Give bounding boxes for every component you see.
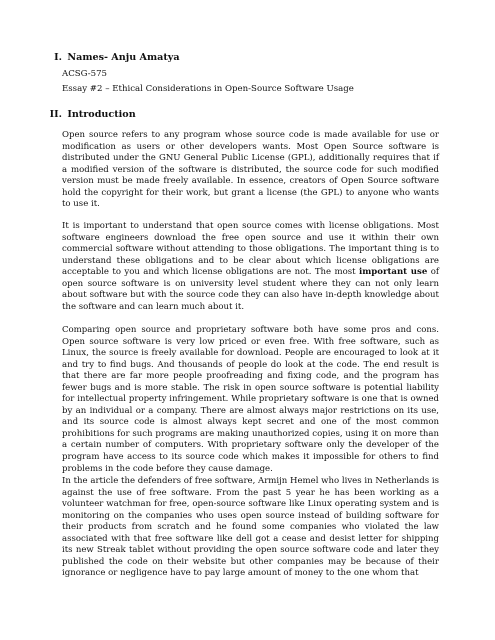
section-title: Introduction (67, 109, 136, 120)
paragraph-armijn-hemel: In the article the defenders of free software, Armijn Hemel who lives in Netherlands is against the use of free software. From the past 5 year he has been working as a volunteer watchman for free, open-source software like Linux operating system and is monitoring on the companies who uses open source instead of building software for their products from scratch and he found some companies who violated the law associated with that free software like dell got a cease and desist letter for shipping its new Streak tablet without providing the open source software code and later they published the code on their website but other companies may be because of their ignorance or negligence have to pay large amount of money to the one whom that (62, 476, 439, 579)
paragraph-text: of open source software is on university level student where they can not only learn about software but with the source code they can also have in-depth knowledge about the software and can learn much about it. (62, 267, 440, 312)
section-title: Names- Anju Amatya (67, 52, 180, 63)
paragraph-open-source-definition: Open source refers to any program whose source code is made available for use or modification as users or other developers wants. Most Open Source software is distributed under the GNU General Public License (GPL), additionally requires that if a modified version of the software is distributed, the source code for such modified version must be made freely available. In essence, creators of Open Source software hold the copyright for their work, but grant a license (the GPL) to anyone who wants to use it. (62, 130, 439, 210)
essay-title: Essay #2 – Ethical Considerations in Open-Source Software Usage (62, 84, 354, 94)
section-heading-names (34, 52, 180, 64)
section-heading-introduction (34, 109, 136, 121)
section-number: I. (54, 52, 62, 63)
course-code: ACSG-575 (62, 69, 107, 79)
emphasis-text: important use (359, 267, 428, 278)
paragraph-open-vs-proprietary: Comparing open source and proprietary software both have some pros and cons. Open source software is very low priced or even free. With free software, such as Linux, the source is freely available for download. People are encouraged to look at it and try to find bugs. And thousands of people do look at the code. The end result is that there are far more people proofreading and fixing code, and the program has fewer bugs and is more stable. The risk in open source software is potential liability for intellectual property infringement. While proprietary software is one that is owned by an individual or a company. There are almost always major restrictions on its use, and its source code is almost always kept secret and one of the most common prohibitions for such programs are making unauthorized copies, using it on more than a certain number of computers. With proprietary software only the developer of the program have access to its source code which makes it impossible for others to find problems in the code before they cause damage. (62, 325, 439, 474)
paragraph-license-obligations (62, 221, 439, 313)
paragraph-text: It is important to understand that open source comes with license obligations. Most software engineers download the free open source and use it within their own commercial software without attending to those obligations. The important thing is to understand these obligations and to be clear about which license obligations are acceptable to you and which license obligations are not. The most (62, 221, 439, 278)
section-number: II. (49, 109, 62, 120)
